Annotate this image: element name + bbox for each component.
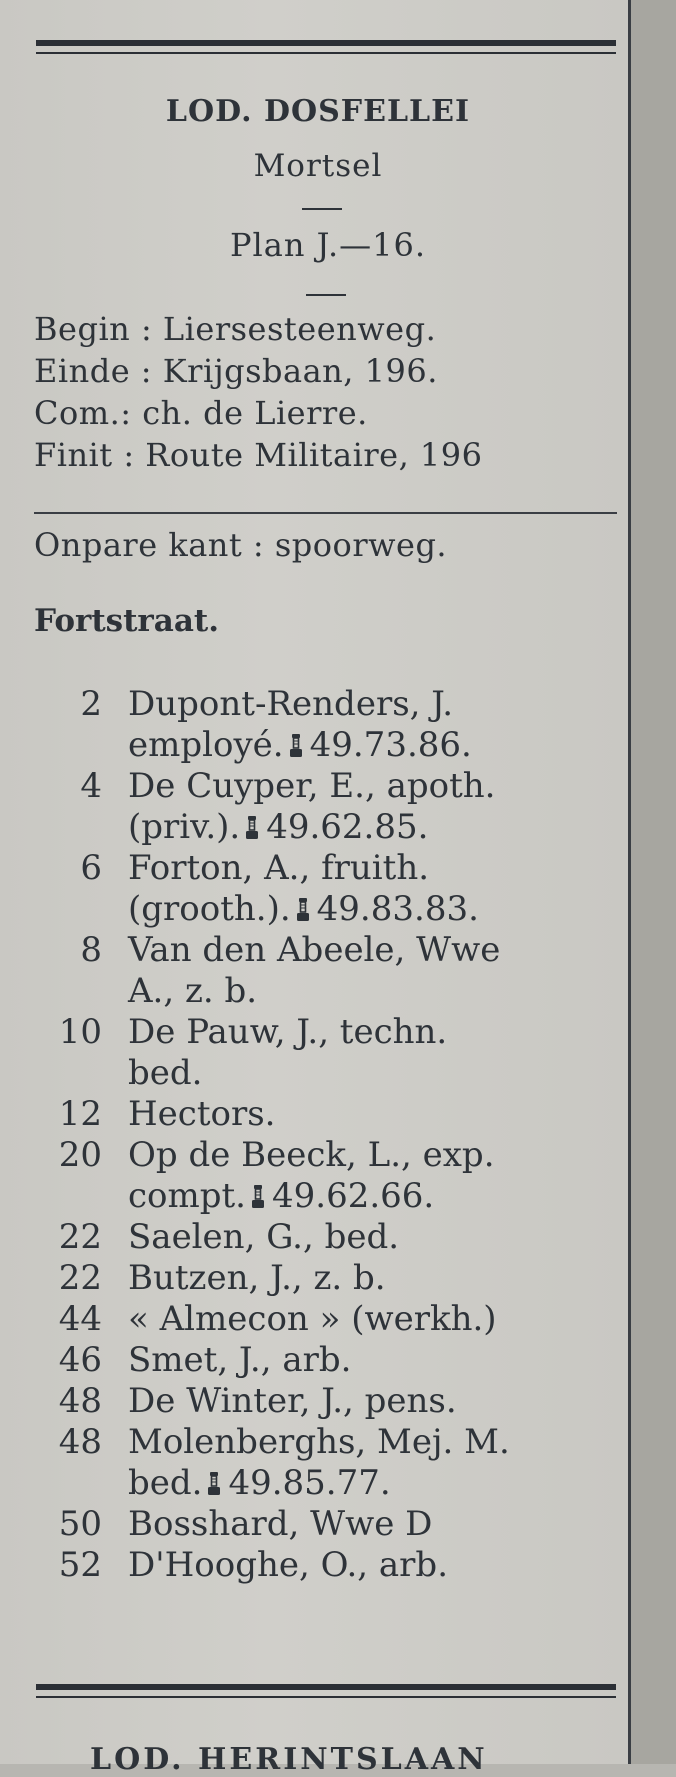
resident-text: Molenberghs, Mej. M. [128, 1422, 510, 1462]
list-item [0, 930, 640, 1012]
next-street-heading-partial: LOD. HERINTSLAAN [90, 1742, 488, 1777]
house-number: 46 [58, 1340, 102, 1380]
list-item [0, 1504, 640, 1545]
bottom-double-rule [36, 1684, 616, 1698]
list-item [0, 1381, 640, 1422]
entry-continuation [0, 889, 640, 930]
list-item [0, 1545, 640, 1586]
telephone-icon [206, 1471, 222, 1497]
phone-number: 49.83.83. [316, 889, 479, 929]
entry-line [0, 1299, 640, 1340]
list-item [0, 1012, 640, 1094]
resident-text: Van den Abeele, Wwe [128, 930, 501, 970]
info-label: Finit : [34, 436, 135, 474]
entry-line [0, 1504, 640, 1545]
entry-line [0, 1545, 640, 1586]
info-end [34, 352, 438, 390]
section-divider [34, 512, 617, 514]
info-value: ch. de Lierre. [142, 394, 368, 432]
resident-text: Op de Beeck, L., exp. [128, 1135, 495, 1175]
entry-line [0, 848, 640, 889]
resident-text: bed. [128, 1053, 203, 1093]
info-label: Einde : [34, 352, 153, 390]
house-number: 6 [80, 848, 102, 888]
telephone-icon [244, 815, 260, 841]
house-number: 52 [58, 1545, 102, 1585]
house-number: 10 [58, 1012, 102, 1052]
phone-number: 49.85.77. [228, 1463, 391, 1503]
entry-continuation [0, 1053, 640, 1094]
info-commence [34, 394, 368, 432]
resident-text: Hectors. [128, 1094, 276, 1134]
municipality-name: Mortsel [253, 148, 383, 184]
entry-line [0, 1381, 640, 1422]
odd-side-note: Onpare kant : spoorweg. [34, 526, 448, 564]
list-item [0, 1340, 640, 1381]
entry-line [0, 930, 640, 971]
resident-text: Bosshard, Wwe D [128, 1504, 433, 1544]
resident-text: De Cuyper, E., apoth. [128, 766, 496, 806]
resident-list [0, 684, 640, 1586]
telephone-icon [288, 733, 304, 759]
list-item [0, 684, 640, 766]
info-value: Krijgsbaan, 196. [162, 352, 438, 390]
entry-line [0, 1340, 640, 1381]
resident-text: De Pauw, J., techn. [128, 1012, 448, 1052]
house-number: 4 [80, 766, 102, 806]
resident-text: « Almecon » (werkh.) [128, 1299, 497, 1339]
street-title: LOD. DOSFELLEI [165, 94, 471, 129]
entry-line [0, 1135, 640, 1176]
entry-continuation [0, 1463, 640, 1504]
house-number: 50 [58, 1504, 102, 1544]
list-item [0, 848, 640, 930]
house-number: 2 [80, 684, 102, 724]
list-item [0, 766, 640, 848]
entry-line [0, 1217, 640, 1258]
info-finish [34, 436, 483, 474]
house-number: 22 [58, 1258, 102, 1298]
resident-text: D'Hooghe, O., arb. [128, 1545, 448, 1585]
resident-text: Butzen, J., z. b. [128, 1258, 386, 1298]
telephone-icon [295, 897, 311, 923]
info-value: Liersesteenweg. [162, 310, 437, 348]
phone-number: 49.62.66. [272, 1176, 435, 1216]
house-number: 20 [58, 1135, 102, 1175]
entry-line [0, 684, 640, 725]
separator-dash [302, 208, 342, 210]
list-item [0, 1135, 640, 1217]
resident-text: (priv.). [128, 807, 241, 847]
phone-number: 49.62.85. [266, 807, 429, 847]
list-item [0, 1422, 640, 1504]
plan-reference: Plan J.—16. [229, 226, 427, 264]
entry-line [0, 1012, 640, 1053]
entry-line [0, 1094, 640, 1135]
info-value: Route Militaire, 196 [145, 436, 483, 474]
telephone-icon [250, 1184, 266, 1210]
entry-continuation [0, 725, 640, 766]
entry-line [0, 766, 640, 807]
cross-street-heading: Fortstraat. [34, 603, 220, 639]
resident-text: A., z. b. [128, 971, 258, 1011]
house-number: 48 [58, 1381, 102, 1421]
resident-text: compt. [128, 1176, 246, 1216]
separator-dash [306, 294, 346, 296]
resident-text: bed. [128, 1463, 203, 1503]
top-double-rule [36, 40, 616, 54]
entry-line [0, 1422, 640, 1463]
resident-text: employé. [128, 725, 284, 765]
house-number: 12 [58, 1094, 102, 1134]
list-item [0, 1258, 640, 1299]
list-item [0, 1094, 640, 1135]
entry-continuation [0, 1176, 640, 1217]
resident-text: (grooth.). [128, 889, 291, 929]
entry-continuation [0, 971, 640, 1012]
resident-text: Forton, A., fruith. [128, 848, 430, 888]
entry-continuation [0, 807, 640, 848]
list-item [0, 1217, 640, 1258]
resident-text: Dupont-Renders, J. [128, 684, 454, 724]
house-number: 22 [58, 1217, 102, 1257]
entry-line [0, 1258, 640, 1299]
house-number: 44 [58, 1299, 102, 1339]
house-number: 8 [80, 930, 102, 970]
house-number: 48 [58, 1422, 102, 1462]
resident-text: Saelen, G., bed. [128, 1217, 400, 1257]
info-label: Begin : [34, 310, 153, 348]
resident-text: Smet, J., arb. [128, 1340, 352, 1380]
list-item [0, 1299, 640, 1340]
resident-text: De Winter, J., pens. [128, 1381, 457, 1421]
info-label: Com.: [34, 394, 132, 432]
phone-number: 49.73.86. [309, 725, 472, 765]
info-begin [34, 310, 436, 348]
